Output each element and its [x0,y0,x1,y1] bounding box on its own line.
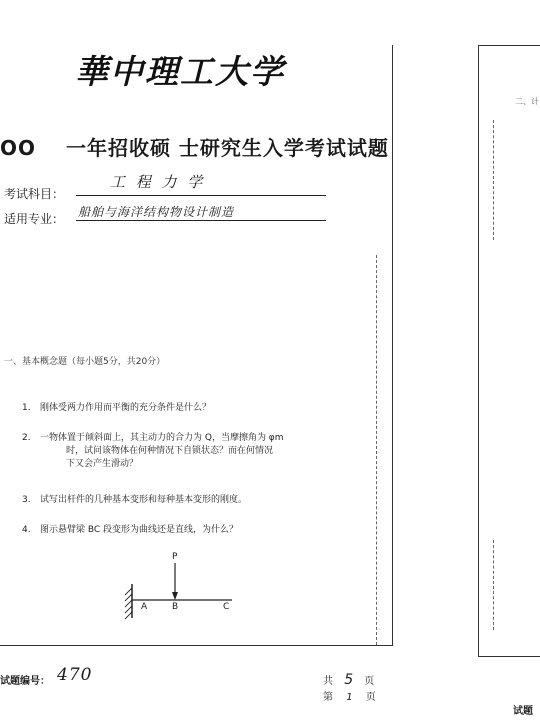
total-pages-prefix: 共 [323,676,333,687]
point-a-label: A [141,602,148,612]
major-value: 船舶与海洋结构物设计制造 [78,205,235,219]
wall-hatching [125,588,132,619]
exam-code-label: 试题编号： [0,676,50,687]
question-4 [22,524,372,536]
point-c-label: C [223,602,230,612]
exam-code-value: 470 [57,665,93,685]
subject-value: 工 程 力 学 [110,173,206,191]
question-number: 4. [22,525,31,535]
question-text-line-2: 时，试问该物体在何种情况下自锁状态？而在何情况 [66,446,274,456]
current-page-value: 1 [346,692,353,703]
question-number: 2. [22,433,31,443]
right-page-fragment: 二、计 [515,97,539,106]
major-label: 适用专业： [4,212,65,226]
question-number: 3. [22,495,31,505]
total-pages-value: 5 [344,672,354,688]
question-text: 图示悬臂梁 BC 段变形为曲线还是直线，为什么？ [40,525,239,535]
load-label-p: P [172,552,178,562]
right-page-code-label: 试题 [513,706,533,717]
margin-dash-line [376,255,377,645]
section-heading: 一、基本概念题（每小题5分，共20分） [4,357,166,367]
university-name: 華中理工大学 [75,52,285,91]
current-page-suffix: 页 [365,692,376,703]
question-3 [22,494,372,506]
load-arrowhead [172,592,178,600]
total-pages-suffix: 页 [364,676,375,687]
question-1 [22,402,372,414]
subject-underline [76,195,326,196]
current-page [323,688,376,703]
right-margin-dash-line-lower [493,540,494,630]
current-page-prefix: 第 [323,692,333,703]
question-text-line-3: 下又会产生滑动？ [66,459,139,469]
exam-year-fragment: OO [0,136,37,160]
subject-label: 考试科目： [4,187,65,201]
question-number: 1. [22,403,31,413]
question-text: 一物体置于倾斜面上，其主动力的合力为 Q，当摩擦角为 φm [40,433,284,443]
right-page-frame [478,45,540,657]
right-margin-dash-line [493,120,494,240]
major-underline [76,220,326,221]
exam-title [0,132,389,161]
cantilever-beam-diagram [120,548,250,628]
exam-title-text: 一年招收硕 士研究生入学考试试题 [65,136,389,160]
question-2 [22,432,372,472]
question-text: 刚体受两力作用而平衡的充分条件是什么？ [40,403,212,413]
total-pages [323,672,374,688]
question-text: 试写出杆件的几种基本变形和每种基本变形的刚度。 [40,495,248,505]
point-b-label: B [172,602,179,612]
